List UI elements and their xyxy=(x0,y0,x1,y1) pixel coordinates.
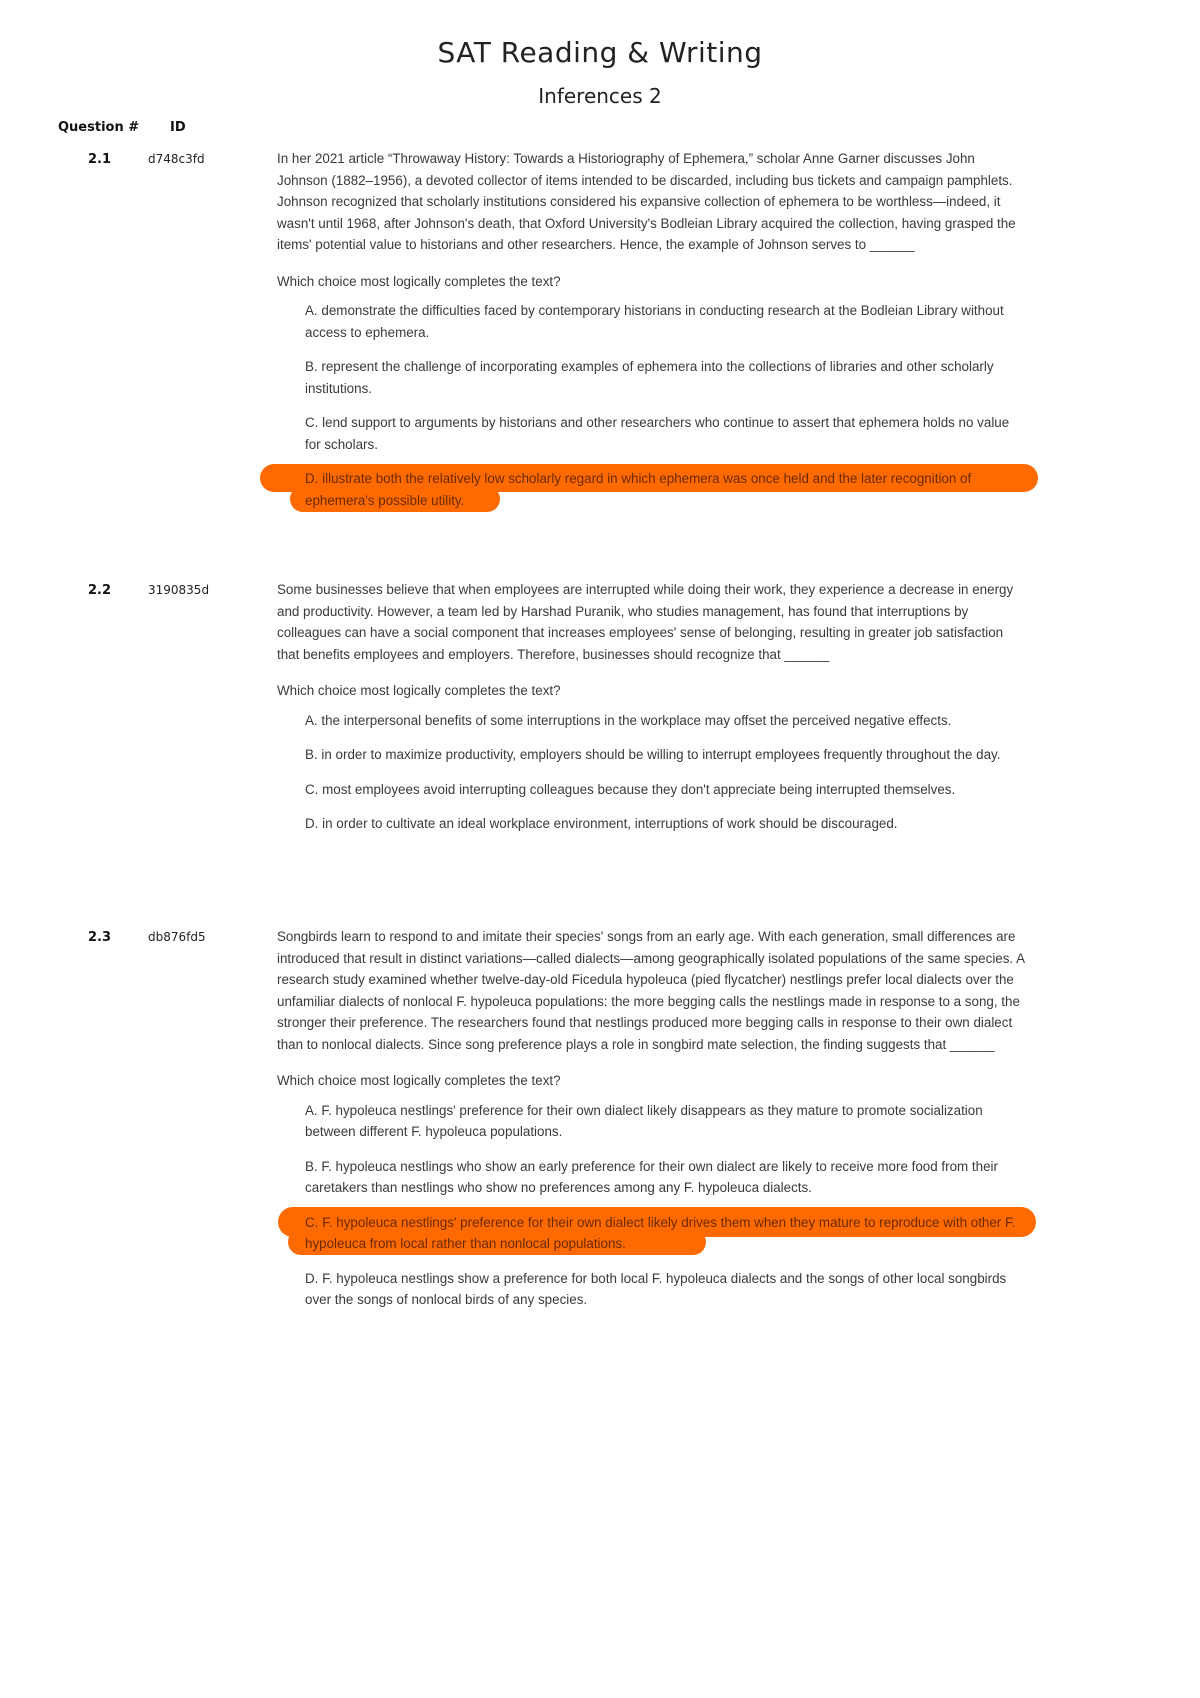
question-prompt: Which choice most logically completes the text? xyxy=(277,273,561,289)
question-number: 2.3 xyxy=(88,930,112,945)
option-text: F. hypoleuca nestlings' preference for their own dialect likely drives them when they mature to reproduce with other F. hypoleuca from local rather than nonlocal populations. xyxy=(305,1214,1016,1251)
answer-option[interactable] xyxy=(282,1268,1027,1311)
option-text: demonstrate the difficulties faced by contemporary historians in conducting research at the Bodleian Library without access to ephemera. xyxy=(305,303,1004,340)
option-letter: B. xyxy=(305,1158,318,1174)
option-text: most employees avoid interrupting colleagues because they don't appreciate being interrupted themselves. xyxy=(322,781,956,797)
option-letter: C. xyxy=(305,1214,319,1230)
passage: In her 2021 article “Throwaway History: Towards a Historiography of Ephemera,” scholar Anne Garner discusses John Johnson (1882–1956), a devoted collector of items intended to be discarded, including bus tickets and campaign pamphlets. Johnson recognized that scholarly institutions considered his expansive collection of ephemera to be worthless—indeed, it wasn't until 1968, after Johnson's death, that Oxford University's Bodleian Library acquired the collection, having grasped the items' potential value to historians and other researchers. Hence, the example of Johnson serves to ______ xyxy=(277,151,1016,252)
answer-option[interactable] xyxy=(282,710,1027,732)
option-letter: B. xyxy=(305,359,318,374)
answer-option[interactable] xyxy=(282,1100,1027,1143)
option-letter: B. xyxy=(305,747,318,762)
question-block xyxy=(277,148,1027,524)
page-title: SAT Reading & Writing xyxy=(437,36,763,69)
option-text: in order to maximize productivity, employers should be willing to interrupt employees frequently throughout the day. xyxy=(321,747,1001,762)
option-text: F. hypoleuca nestlings' preference for their own dialect likely disappears as they mature to promote socialization between different F. hypoleuca populations. xyxy=(305,1102,983,1139)
question-number: 2.2 xyxy=(88,583,112,598)
question-number: 2.1 xyxy=(88,152,112,167)
option-text: represent the challenge of incorporating examples of ephemera into the collections of libraries and other scholarly institutions. xyxy=(305,359,994,396)
answer-option[interactable] xyxy=(282,356,1027,399)
option-text: the interpersonal benefits of some interruptions in the workplace may offset the perceived negative effects. xyxy=(321,712,952,728)
question-prompt: Which choice most logically completes the text? xyxy=(277,1073,561,1088)
option-letter: A. xyxy=(305,1102,318,1118)
option-text: lend support to arguments by historians and other researchers who continue to assert that ephemera holds no value for scholars. xyxy=(305,415,1010,452)
passage: Some businesses believe that when employees are interrupted while doing their work, they experience a decrease in energy and productivity. However, a team led by Harshad Puranik, who studies management, has found that interruptions by colleagues can have a social component that increases employees' sense of belonging, resulting in greater job satisfaction that benefits employees and employers. Therefore, businesses should recognize that ______ xyxy=(277,582,1014,662)
option-text: in order to cultivate an ideal workplace environment, interruptions of work should be discouraged. xyxy=(322,816,898,831)
question-id: 3190835d xyxy=(148,583,210,597)
column-header-id: ID xyxy=(170,120,186,135)
question-block xyxy=(277,579,1027,848)
answer-option[interactable] xyxy=(282,813,1027,835)
question-block xyxy=(277,926,1027,1324)
answer-option[interactable] xyxy=(282,1156,1027,1199)
question-prompt: Which choice most logically completes the text? xyxy=(277,683,561,698)
option-letter: D. xyxy=(305,471,319,486)
option-text: F. hypoleuca nestlings who show an early preference for their own dialect are likely to receive more food from their caretakers than nestlings who show no preferences among any F. hypoleuca dialects. xyxy=(305,1158,998,1195)
answer-option-highlighted[interactable] xyxy=(282,1212,1027,1255)
passage: Songbirds learn to respond to and imitate their species' songs from an early age. With each generation, small differences are introduced that result in distinct variations—called dialects—among geographically isolated populations of the same species. A research study examined whether twelve-day-old Ficedula hypoleuca (pied flycatcher) nestlings prefer local dialects over the unfamiliar dialects of nonlocal F. hypoleuca populations: the more begging calls the nestlings made in response to a song, the stronger their preference. The researchers found that nestlings produced more begging calls in response to their own dialect than to nonlocal dialects. Since song preference plays a role in songbird mate selection, the finding suggests that ______ xyxy=(277,929,1025,1052)
answer-option[interactable] xyxy=(282,744,1027,766)
answer-option[interactable] xyxy=(282,412,1027,455)
option-letter: A. xyxy=(305,303,318,318)
answer-option[interactable] xyxy=(282,779,1027,801)
option-text: illustrate both the relatively low scholarly regard in which ephemera was once held and the later recognition of ephemera's possible utility. xyxy=(305,471,972,508)
option-letter: D. xyxy=(305,816,319,831)
option-text: F. hypoleuca nestlings show a preference for both local F. hypoleuca dialects and the songs of other local songbirds over the songs of nonlocal birds of any species. xyxy=(305,1270,1007,1307)
column-header-question: Question # xyxy=(58,120,140,135)
answer-option[interactable] xyxy=(282,300,1027,343)
question-id: db876fd5 xyxy=(148,930,206,944)
option-letter: C. xyxy=(305,415,319,430)
option-letter: A. xyxy=(305,712,318,728)
page-subtitle: Inferences 2 xyxy=(538,84,662,108)
question-id: d748c3fd xyxy=(148,152,205,166)
option-letter: C. xyxy=(305,781,319,797)
answer-option-highlighted[interactable] xyxy=(282,468,1027,511)
option-letter: D. xyxy=(305,1270,319,1286)
